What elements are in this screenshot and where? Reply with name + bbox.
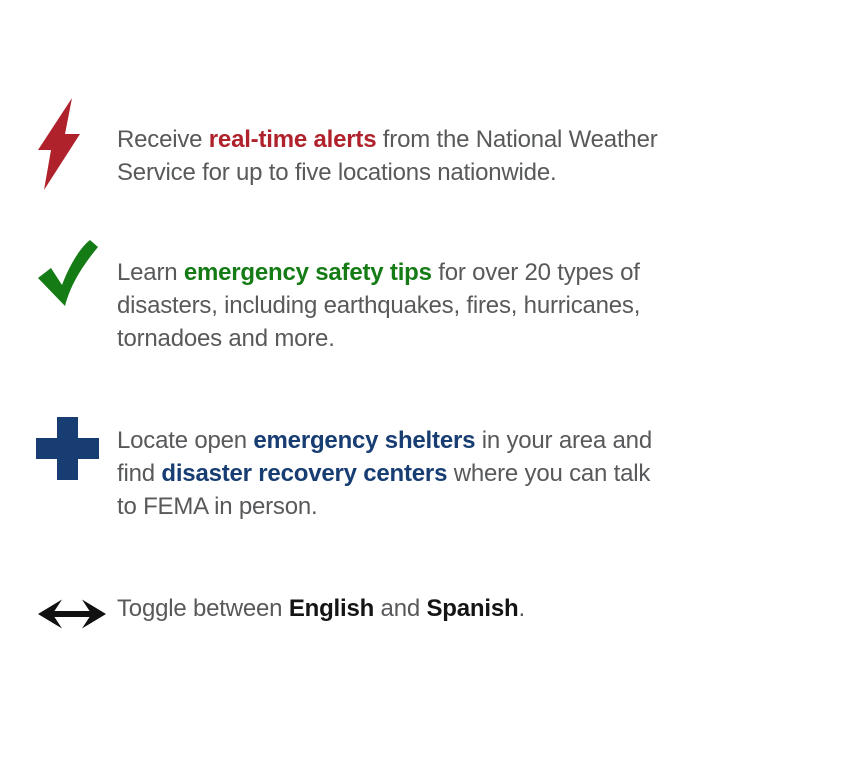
feature-text-language-toggle — [117, 592, 525, 625]
feature-text-alerts — [117, 123, 658, 189]
feature-item-alerts — [36, 98, 817, 190]
text-segment: for over 20 types of — [431, 259, 640, 286]
text-segment: Learn — [117, 259, 184, 286]
text-segment: . — [518, 595, 525, 622]
text-segment-highlight: real-time alerts — [208, 126, 377, 153]
text-segment: Toggle between — [117, 595, 289, 622]
feature-item-safety-tips — [36, 240, 817, 355]
text-segment: disasters, including earthquakes, fires, hurricanes, — [117, 292, 641, 319]
feature-item-language-toggle — [36, 592, 817, 630]
text-segment: tornadoes and more. — [117, 325, 335, 352]
text-segment: Service for up to five locations nationwide. — [117, 159, 557, 186]
checkmark-icon — [36, 240, 117, 306]
feature-text-safety-tips — [117, 256, 640, 355]
text-segment-highlight: emergency safety tips — [183, 259, 432, 286]
text-segment-highlight: emergency shelters — [253, 427, 476, 454]
medical-cross-icon — [36, 417, 117, 480]
text-segment: where you can talk — [447, 460, 651, 487]
text-segment: find — [117, 460, 162, 487]
text-segment-highlight: disaster recovery centers — [161, 460, 448, 487]
lightning-bolt-icon — [36, 98, 117, 190]
left-right-arrow-icon — [36, 592, 117, 630]
text-segment: Receive — [117, 126, 209, 153]
text-segment: to FEMA in person. — [117, 493, 318, 520]
text-segment: Locate open — [117, 427, 254, 454]
text-segment: from the National Weather — [376, 126, 658, 153]
text-segment: in your area and — [475, 427, 652, 454]
feature-text-shelters — [117, 424, 652, 523]
text-segment-highlight: Spanish — [426, 595, 519, 622]
text-segment-highlight: English — [288, 595, 375, 622]
text-segment: and — [374, 595, 427, 622]
feature-item-shelters — [36, 417, 817, 523]
